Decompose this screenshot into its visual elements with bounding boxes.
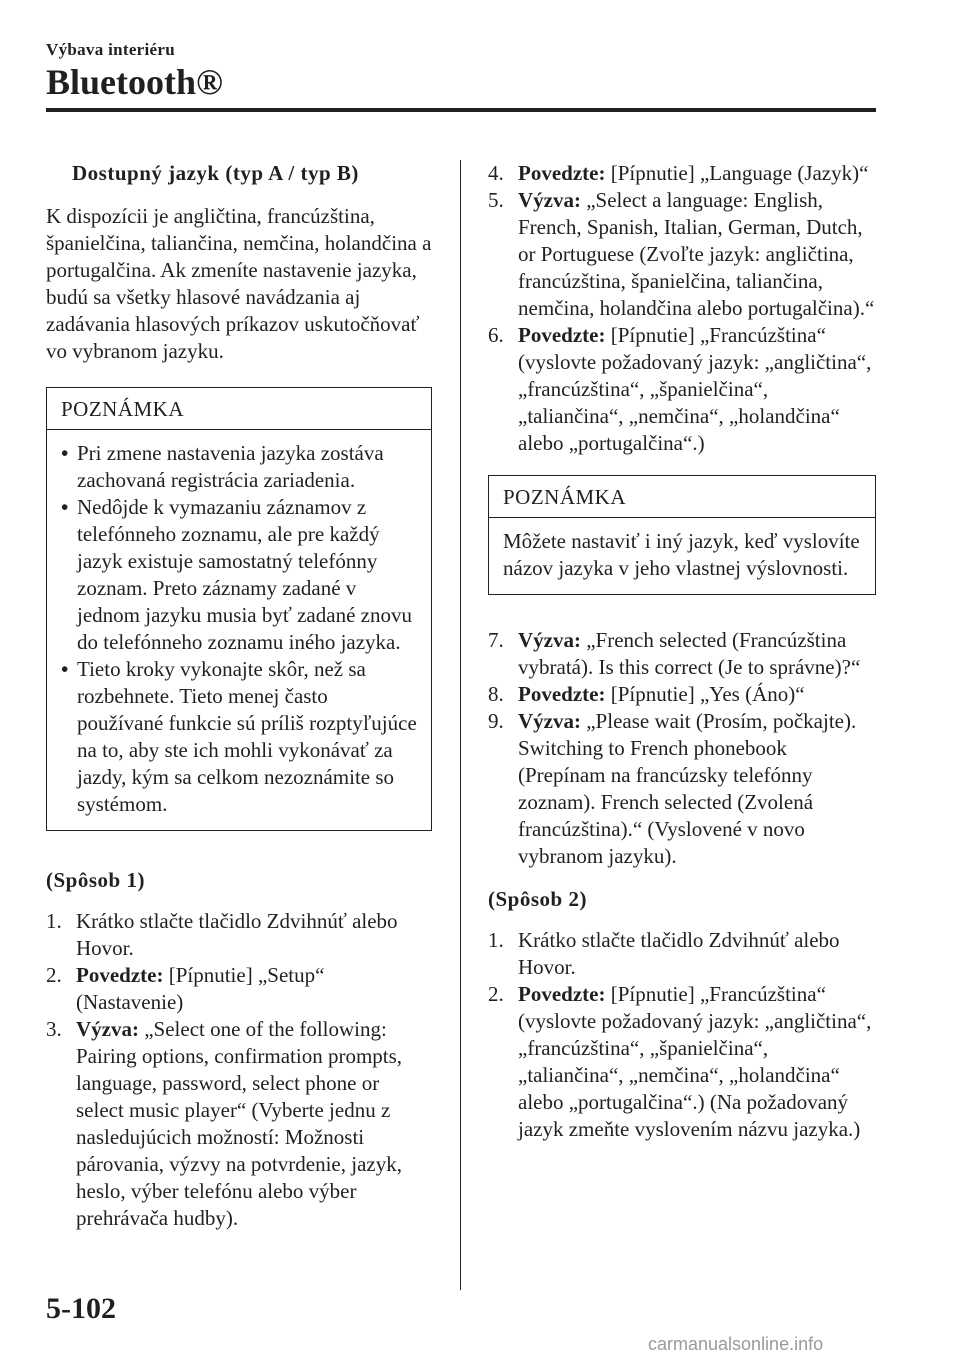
step-item (488, 981, 876, 1143)
step-text (518, 322, 876, 457)
bullet-icon: • (61, 657, 69, 681)
step-text (518, 981, 876, 1143)
step-body: [Pípnutie] „Setup“ (Nastavenie) (76, 963, 325, 1014)
method-1-heading: (Spôsob 1) (46, 868, 145, 892)
step-text (518, 160, 868, 187)
column-divider (460, 160, 461, 1290)
step-text (76, 1016, 432, 1232)
right-column (488, 160, 876, 1143)
step-label: Výzva: (518, 188, 581, 212)
step-number: 7. (488, 628, 504, 652)
step-body: „Please wait (Prosím, počkajte). Switching to French phonebook (Prepínam na francúzsky telefónny zoznam). French selected (Zvolená francúzština).“ (Vyslovené v novo vybranom jazyku). (518, 709, 857, 868)
method-1-steps (46, 908, 432, 1232)
page-title: Bluetooth® (46, 62, 223, 102)
step-label: Výzva: (518, 709, 581, 733)
step-body: „Select a language: English, French, Spanish, Italian, German, Dutch, or Portuguese (Zvoľte jazyk: angličtina, francúzština, španielčina, taliančina, nemčina, holandčina alebo portugalčina).“ (518, 188, 875, 320)
step-number: 2. (46, 963, 62, 987)
bullet-icon: • (61, 495, 69, 519)
step-text (518, 708, 876, 870)
intro-paragraph: K dispozícii je angličtina, francúzština, španielčina, taliančina, nemčina, holandčina a portugalčina. Ak zmeníte nastavenie jazyka, budú sa všetky hlasové navádzania aj zadávania hlasových príkazov uskutočňovať vo vybranom jazyku. (46, 204, 432, 363)
step-body: [Pípnutie] „Language (Jazyk)“ (605, 161, 869, 185)
step-number: 6. (488, 323, 504, 347)
step-number: 3. (46, 1017, 62, 1041)
step-item (488, 927, 876, 981)
step-item (488, 627, 876, 681)
step-number: 8. (488, 682, 504, 706)
step-label: Povedzte: (518, 682, 606, 706)
note-bullet-text: Tieto kroky vykonajte skôr, než sa rozbehnete. Tieto menej často používané funkcie sú príliš rozptyľujúce na to, aby ste ich mohli vykonávať za jazdy, kým sa celkom nezoznámite so systémom. (77, 657, 417, 816)
method-2-heading: (Spôsob 2) (488, 887, 587, 911)
note-body (47, 430, 431, 830)
page-header (46, 40, 876, 102)
step-body: „Select one of the following: Pairing options, confirmation prompts, language, password, select phone or select music player“ (Vyberte jednu z nasledujúcich možností: Možnosti párovania, výzvy na potvrdenie, jazyk, heslo, výber telefónu alebo výber prehrávača hudby). (76, 1017, 403, 1230)
subheading-available-language: Dostupný jazyk (typ A / typ B) (72, 161, 359, 185)
step-item (46, 1016, 432, 1232)
step-number: 4. (488, 161, 504, 185)
step-item (488, 160, 876, 187)
step-item (488, 708, 876, 870)
step-body: [Pípnutie] „Francúzština“ (vyslovte požadovaný jazyk: „angličtina“, „francúzština“, „španielčina“, „taliančina“, „nemčina“, „holandčina“ alebo „portugalčina“.) (518, 323, 872, 455)
step-text (76, 962, 432, 1016)
step-number: 1. (488, 928, 504, 952)
step-label: Povedzte: (518, 982, 606, 1006)
note-bullet (61, 440, 417, 494)
step-body: „French selected (Francúzština vybratá). Is this correct (Je to správne)?“ (518, 628, 861, 679)
step-label: Povedzte: (518, 161, 606, 185)
note-bullet-text: Pri zmene nastavenia jazyka zostáva zachovaná registrácia zariadenia. (77, 441, 384, 492)
note-bullet-text: Nedôjde k vymazaniu záznamov z telefónneho zoznamu, ale pre každý jazyk existuje samostatný telefónny zoznam. Preto záznamy zadané v jednom jazyku musia byť zadané znovu do telefónneho zoznamu iného jazyka. (77, 495, 412, 654)
header-rule (46, 108, 876, 112)
steps-7-9 (488, 627, 876, 870)
step-body: [Pípnutie] „Francúzština“ (vyslovte požadovaný jazyk: „angličtina“, „francúzština“, „španielčina“, „taliančina“, „nemčina“, „holandčina“ alebo „portugalčina“.) (Na požadovaný jazyk zmeňte vyslovením názvu jazyka.) (518, 982, 872, 1141)
step-body: Krátko stlačte tlačidlo Zdvihnúť alebo Hovor. (76, 909, 398, 960)
note-box-right (488, 475, 876, 595)
step-number: 5. (488, 188, 504, 212)
step-label: Povedzte: (76, 963, 164, 987)
watermark: carmanualsonline.info (648, 1334, 824, 1354)
bullet-icon: • (61, 441, 69, 465)
note-bullet (61, 656, 417, 818)
step-text (518, 927, 876, 981)
step-item (46, 962, 432, 1016)
section-label: Výbava interiéru (46, 40, 175, 59)
note-box-left (46, 387, 432, 831)
method-2-steps (488, 927, 876, 1143)
step-item (488, 187, 876, 322)
step-label: Výzva: (518, 628, 581, 652)
step-item (488, 681, 876, 708)
step-item (488, 322, 876, 457)
step-number: 9. (488, 709, 504, 733)
step-text (518, 681, 805, 708)
note-title: POZNÁMKA (489, 476, 875, 518)
steps-4-6 (488, 160, 876, 457)
page-number: 5-102 (46, 1292, 116, 1325)
left-column (46, 160, 432, 1232)
step-body: [Pípnutie] „Yes (Áno)“ (605, 682, 805, 706)
note-title: POZNÁMKA (47, 388, 431, 430)
step-label: Výzva: (76, 1017, 139, 1041)
step-number: 2. (488, 982, 504, 1006)
step-number: 1. (46, 909, 62, 933)
step-text (76, 908, 432, 962)
step-label: Povedzte: (518, 323, 606, 347)
step-body: Krátko stlačte tlačidlo Zdvihnúť alebo Hovor. (518, 928, 840, 979)
step-text (518, 187, 876, 322)
note-bullet (61, 494, 417, 656)
note-body: Môžete nastaviť i iný jazyk, keď vyslovíte názov jazyka v jeho vlastnej výslovnosti. (503, 529, 860, 580)
step-item (46, 908, 432, 962)
step-text (518, 627, 876, 681)
